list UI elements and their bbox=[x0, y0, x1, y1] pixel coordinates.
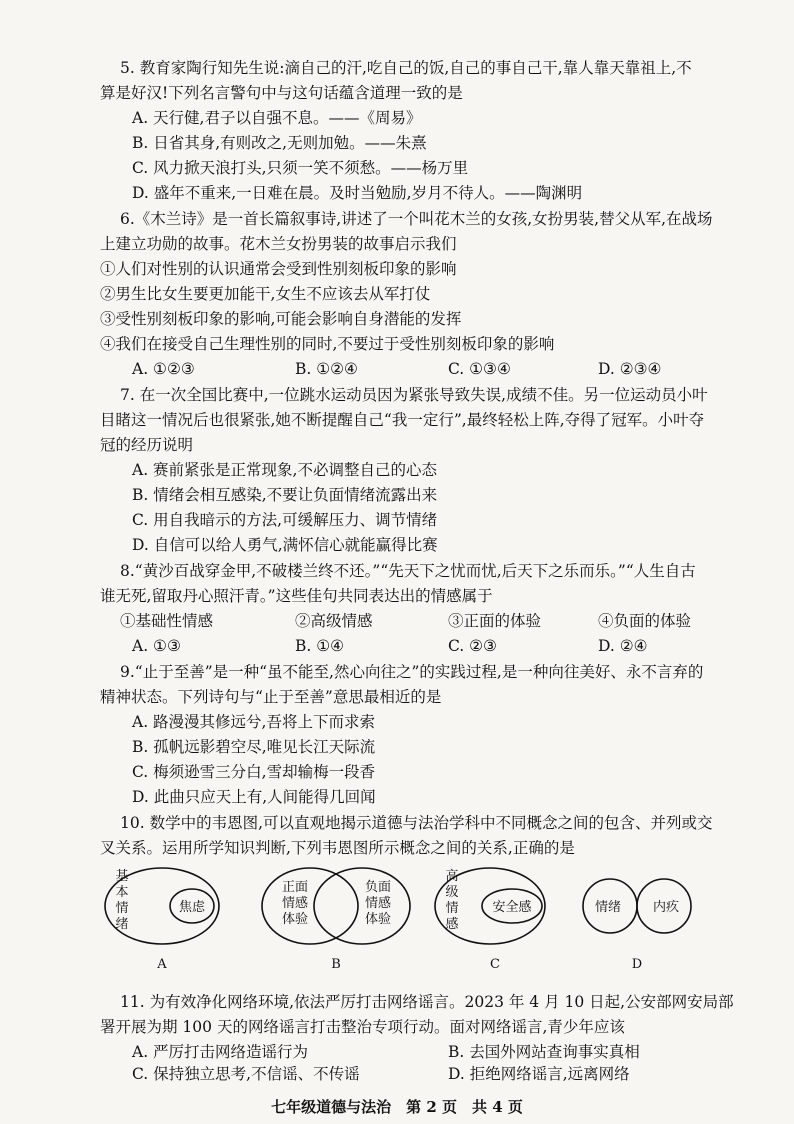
q10-stem-line2: 叉关系。运用所学知识判断,下列韦恩图所示概念之间的关系,正确的是 bbox=[100, 839, 575, 857]
venn-b-letter: B bbox=[331, 957, 341, 972]
q6-choice-b: B. ①②④ bbox=[295, 360, 358, 378]
venn-c-outer-char-1: 高 bbox=[445, 869, 459, 884]
q11-option-a: A. 严厉打击网络造谣行为 bbox=[132, 1043, 309, 1061]
q9-option-c: C. 梅须逊雪三分白,雪却输梅一段香 bbox=[132, 763, 376, 781]
venn-b-left bbox=[262, 868, 358, 944]
q7-stem-line1: 7. 在一次全国比赛中,一位跳水运动员因为紧张导致失误,成绩不佳。另一位运动员小叶 bbox=[120, 386, 708, 404]
q6-choice-a: A. ①②③ bbox=[132, 360, 195, 378]
q7-option-b: B. 情绪会相互感染,不要让负面情绪流露出来 bbox=[132, 486, 438, 504]
venn-d-letter: D bbox=[631, 957, 643, 972]
q5-option-c: C. 风力掀天浪打头,只须一笑不须愁。——杨万里 bbox=[132, 159, 469, 177]
q7-option-c: C. 用自我暗示的方法,可缓解压力、调节情绪 bbox=[132, 511, 438, 529]
q7-stem-line3: 冠的经历说明 bbox=[100, 436, 194, 454]
q8-statement-2: ②高级情感 bbox=[295, 612, 373, 630]
q9-option-d: D. 此曲只应天上有,人间能得几回闻 bbox=[132, 788, 376, 806]
venn-a-outer-char-1: 基 bbox=[115, 869, 129, 884]
q6-statement-3: ③受性别刻板印象的影响,可能会影响自身潜能的发挥 bbox=[100, 310, 462, 328]
q8-choice-d: D. ②④ bbox=[598, 637, 648, 655]
q11-option-c: C. 保持独立思考,不信谣、不传谣 bbox=[132, 1065, 360, 1083]
q6-choice-d: D. ②③④ bbox=[598, 360, 662, 378]
venn-d-right-label: 内疚 bbox=[652, 900, 680, 915]
venn-b-right-l3: 体验 bbox=[364, 912, 392, 927]
q11-stem-line2: 署开展为期 100 天的网络谣言打击整治专项行动。面对网络谣言,青少年应该 bbox=[100, 1018, 625, 1036]
venn-b-left-l1: 正面 bbox=[281, 880, 309, 895]
q8-statement-1: ①基础性情感 bbox=[120, 612, 214, 630]
q7-option-a: A. 赛前紧张是正常现象,不必调整自己的心态 bbox=[132, 461, 437, 479]
q6-statement-2: ②男生比女生要更加能干,女生不应该去从军打仗 bbox=[100, 285, 431, 303]
q9-stem-line2: 精神状态。下列诗句与“止于至善”意思最相近的是 bbox=[100, 688, 442, 706]
venn-b-left-l3: 体验 bbox=[281, 912, 309, 927]
q8-choice-c: C. ②③ bbox=[448, 637, 497, 655]
q9-option-b: B. 孤帆远影碧空尽,唯见长江天际流 bbox=[132, 738, 376, 756]
q8-statement-4: ④负面的体验 bbox=[598, 612, 692, 630]
venn-a-inner-label: 焦虑 bbox=[178, 900, 206, 915]
venn-c-letter: C bbox=[490, 957, 500, 972]
venn-a-outer-char-4: 绪 bbox=[115, 917, 129, 932]
q8-stem-line1: 8.“黄沙百战穿金甲,不破楼兰终不还。”“先天下之忧而忧,后天下之乐而乐。”“人生自古 bbox=[120, 562, 696, 580]
venn-diagrams bbox=[100, 864, 740, 974]
q8-choice-b: B. ①④ bbox=[295, 637, 345, 655]
q6-choice-c: C. ①③④ bbox=[448, 360, 511, 378]
q5-option-a: A. 天行健,君子以自强不息。——《周易》 bbox=[132, 109, 422, 127]
venn-a-outer-char-2: 本 bbox=[115, 885, 129, 900]
venn-b-right-l1: 负面 bbox=[364, 880, 392, 895]
venn-a-letter: A bbox=[157, 957, 167, 972]
venn-b-left-l2: 情感 bbox=[281, 896, 309, 911]
page-footer: 七年级道德与法治 第 2 页 共 4 页 bbox=[271, 1098, 523, 1116]
venn-c-outer-char-4: 感 bbox=[445, 917, 459, 932]
q8-stem-line2: 谁无死,留取丹心照汗青。”这些佳句共同表达出的情感属于 bbox=[100, 587, 493, 605]
venn-b-right-l2: 情感 bbox=[364, 896, 392, 911]
q5-stem-line2: 算是好汉!下列名言警句中与这句话蕴含道理一致的是 bbox=[100, 84, 463, 102]
venn-c-inner-label: 安全感 bbox=[492, 900, 532, 915]
q9-stem-line1: 9.“止于至善”是一种“虽不能至,然心向往之”的实践过程,是一种向往美好、永不言弃的 bbox=[120, 663, 704, 681]
q7-stem-line2: 目睹这一情况后也很紧张,她不断提醒自己“我一定行”,最终轻松上阵,夺得了冠军。小叶夺 bbox=[100, 411, 705, 429]
q11-stem-line1: 11. 为有效净化网络环境,依法严厉打击网络谣言。2023 年 4 月 10 日起,公安部网安局部 bbox=[120, 993, 734, 1011]
q5-stem-line1: 5. 教育家陶行知先生说:滴自己的汗,吃自己的饭,自己的事自己干,靠人靠天靠祖上,不 bbox=[120, 59, 692, 77]
q9-option-a: A. 路漫漫其修远兮,吾将上下而求索 bbox=[132, 713, 375, 731]
venn-c-outer-char-3: 情 bbox=[445, 901, 459, 916]
q10-stem-line1: 10. 数学中的韦恩图,可以直观地揭示道德与法治学科中不同概念之间的包含、并列或交 bbox=[120, 814, 713, 832]
venn-b-right bbox=[314, 868, 410, 944]
q8-statement-3: ③正面的体验 bbox=[448, 612, 542, 630]
q5-option-b: B. 日省其身,有则改之,无则加勉。——朱熹 bbox=[132, 134, 427, 152]
q6-stem-line1: 6.《木兰诗》是一首长篇叙事诗,讲述了一个叫花木兰的女孩,女扮男装,替父从军,在战场 bbox=[120, 210, 713, 228]
q6-statement-4: ④我们在接受自己生理性别的同时,不要过于受性别刻板印象的影响 bbox=[100, 335, 555, 353]
q6-stem-line2: 上建立功勋的故事。花木兰女扮男装的故事启示我们 bbox=[100, 235, 457, 253]
q5-option-d: D. 盛年不重来,一日难在晨。及时当勉励,岁月不待人。——陶渊明 bbox=[132, 184, 583, 202]
venn-a-outer-char-3: 情 bbox=[115, 901, 129, 916]
q11-option-d: D. 拒绝网络谣言,远离网络 bbox=[448, 1065, 630, 1083]
venn-diagram-svg bbox=[100, 864, 740, 974]
venn-d-left-label: 情绪 bbox=[594, 900, 622, 915]
q8-choice-a: A. ①③ bbox=[132, 637, 181, 655]
q11-option-b: B. 去国外网站查询事实真相 bbox=[448, 1043, 640, 1061]
q7-option-d: D. 自信可以给人勇气,满怀信心就能赢得比赛 bbox=[132, 536, 438, 554]
venn-c-outer-char-2: 级 bbox=[445, 885, 459, 900]
q6-statement-1: ①人们对性别的认识通常会受到性别刻板印象的影响 bbox=[100, 260, 457, 278]
